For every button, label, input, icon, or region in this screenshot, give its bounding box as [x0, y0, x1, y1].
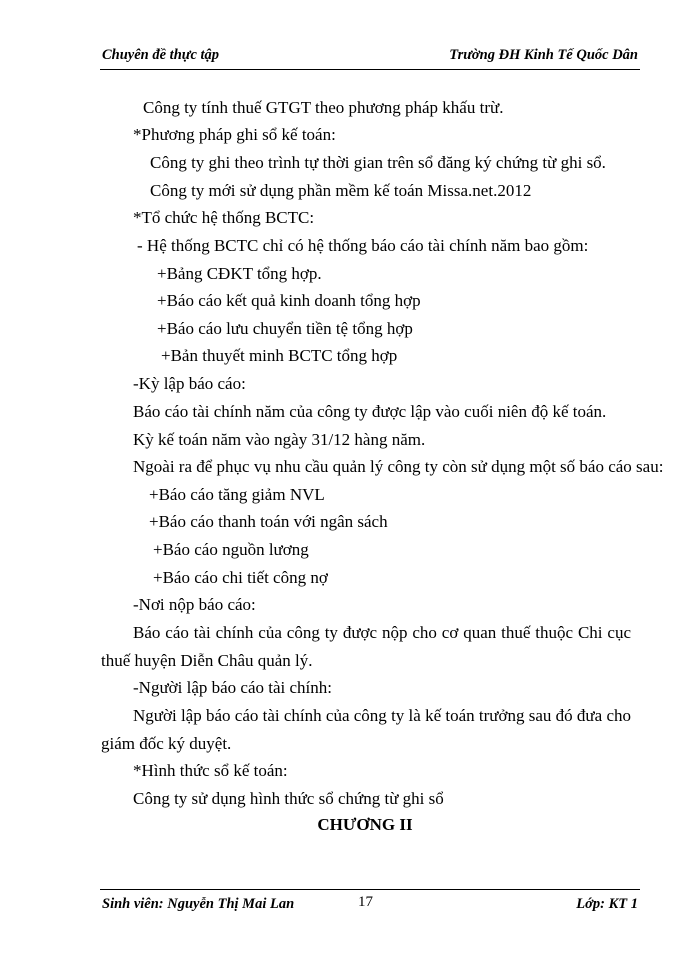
- section-heading-financial-report-system: *Tổ chức hệ thống BCTC:: [133, 208, 315, 227]
- section-heading-reporting-period: -Kỳ lập báo cáo:: [133, 374, 246, 393]
- paragraph-line: Báo cáo tài chính năm của công ty được lập vào cuối niên độ kế toán.: [133, 402, 607, 421]
- list-item: +Báo cáo lưu chuyển tiền tệ tổng hợp: [157, 319, 413, 338]
- footer-class: Lớp: KT 1: [576, 896, 638, 912]
- paragraph-line: giám đốc ký duyệt.: [101, 734, 232, 753]
- list-item: +Báo cáo kết quả kinh doanh tổng hợp: [157, 291, 421, 310]
- section-heading-submission-place: -Nơi nộp báo cáo:: [133, 595, 256, 614]
- paragraph-line: thuế huyện Diễn Châu quản lý.: [101, 651, 313, 670]
- footer-student-name: Sinh viên: Nguyễn Thị Mai Lan: [102, 896, 295, 912]
- section-heading-report-preparer: -Người lập báo cáo tài chính:: [133, 678, 333, 697]
- list-item: +Bảng CĐKT tổng hợp.: [157, 264, 322, 283]
- list-item: +Báo cáo thanh toán với ngân sách: [149, 512, 388, 531]
- paragraph-line: Công ty tính thuế GTGT theo phương pháp khấu trừ.: [143, 98, 504, 117]
- header-university: Trường ĐH Kinh Tế Quốc Dân: [449, 47, 638, 63]
- list-item: +Báo cáo nguồn lương: [153, 540, 309, 559]
- paragraph-line: Công ty mới sử dụng phần mềm kế toán Missa.net.2012: [150, 181, 532, 200]
- paragraph-line: Báo cáo tài chính của công ty được nộp cho cơ quan thuế thuộc Chi cục: [133, 623, 631, 642]
- section-heading-accounting-form: *Hình thức sổ kế toán:: [133, 761, 288, 780]
- page-number: 17: [358, 894, 373, 910]
- list-item: +Báo cáo chi tiết công nợ: [153, 568, 328, 587]
- page-header: [100, 47, 640, 70]
- paragraph-line: Ngoài ra để phục vụ nhu cầu quản lý công ty còn sử dụng một số báo cáo sau:: [133, 457, 664, 476]
- chapter-title: CHƯƠNG II: [317, 815, 413, 834]
- paragraph-line: - Hệ thống BCTC chỉ có hệ thống báo cáo tài chính năm bao gồm:: [137, 236, 589, 255]
- list-item: +Báo cáo tăng giảm NVL: [149, 485, 325, 504]
- section-heading-bookkeeping-method: *Phương pháp ghi sổ kế toán:: [133, 125, 336, 144]
- list-item: +Bản thuyết minh BCTC tổng hợp: [161, 346, 398, 365]
- paragraph-line: Công ty ghi theo trình tự thời gian trên sổ đăng ký chứng từ ghi sổ.: [150, 153, 606, 172]
- paragraph-line: Kỳ kế toán năm vào ngày 31/12 hàng năm.: [133, 430, 426, 449]
- header-document-type: Chuyên đề thực tập: [102, 47, 220, 63]
- paragraph-line: Người lập báo cáo tài chính của công ty là kế toán trưởng sau đó đưa cho: [133, 706, 631, 725]
- page-footer: [100, 889, 640, 914]
- paragraph-line: Công ty sử dụng hình thức sổ chứng từ ghi sổ: [133, 789, 444, 808]
